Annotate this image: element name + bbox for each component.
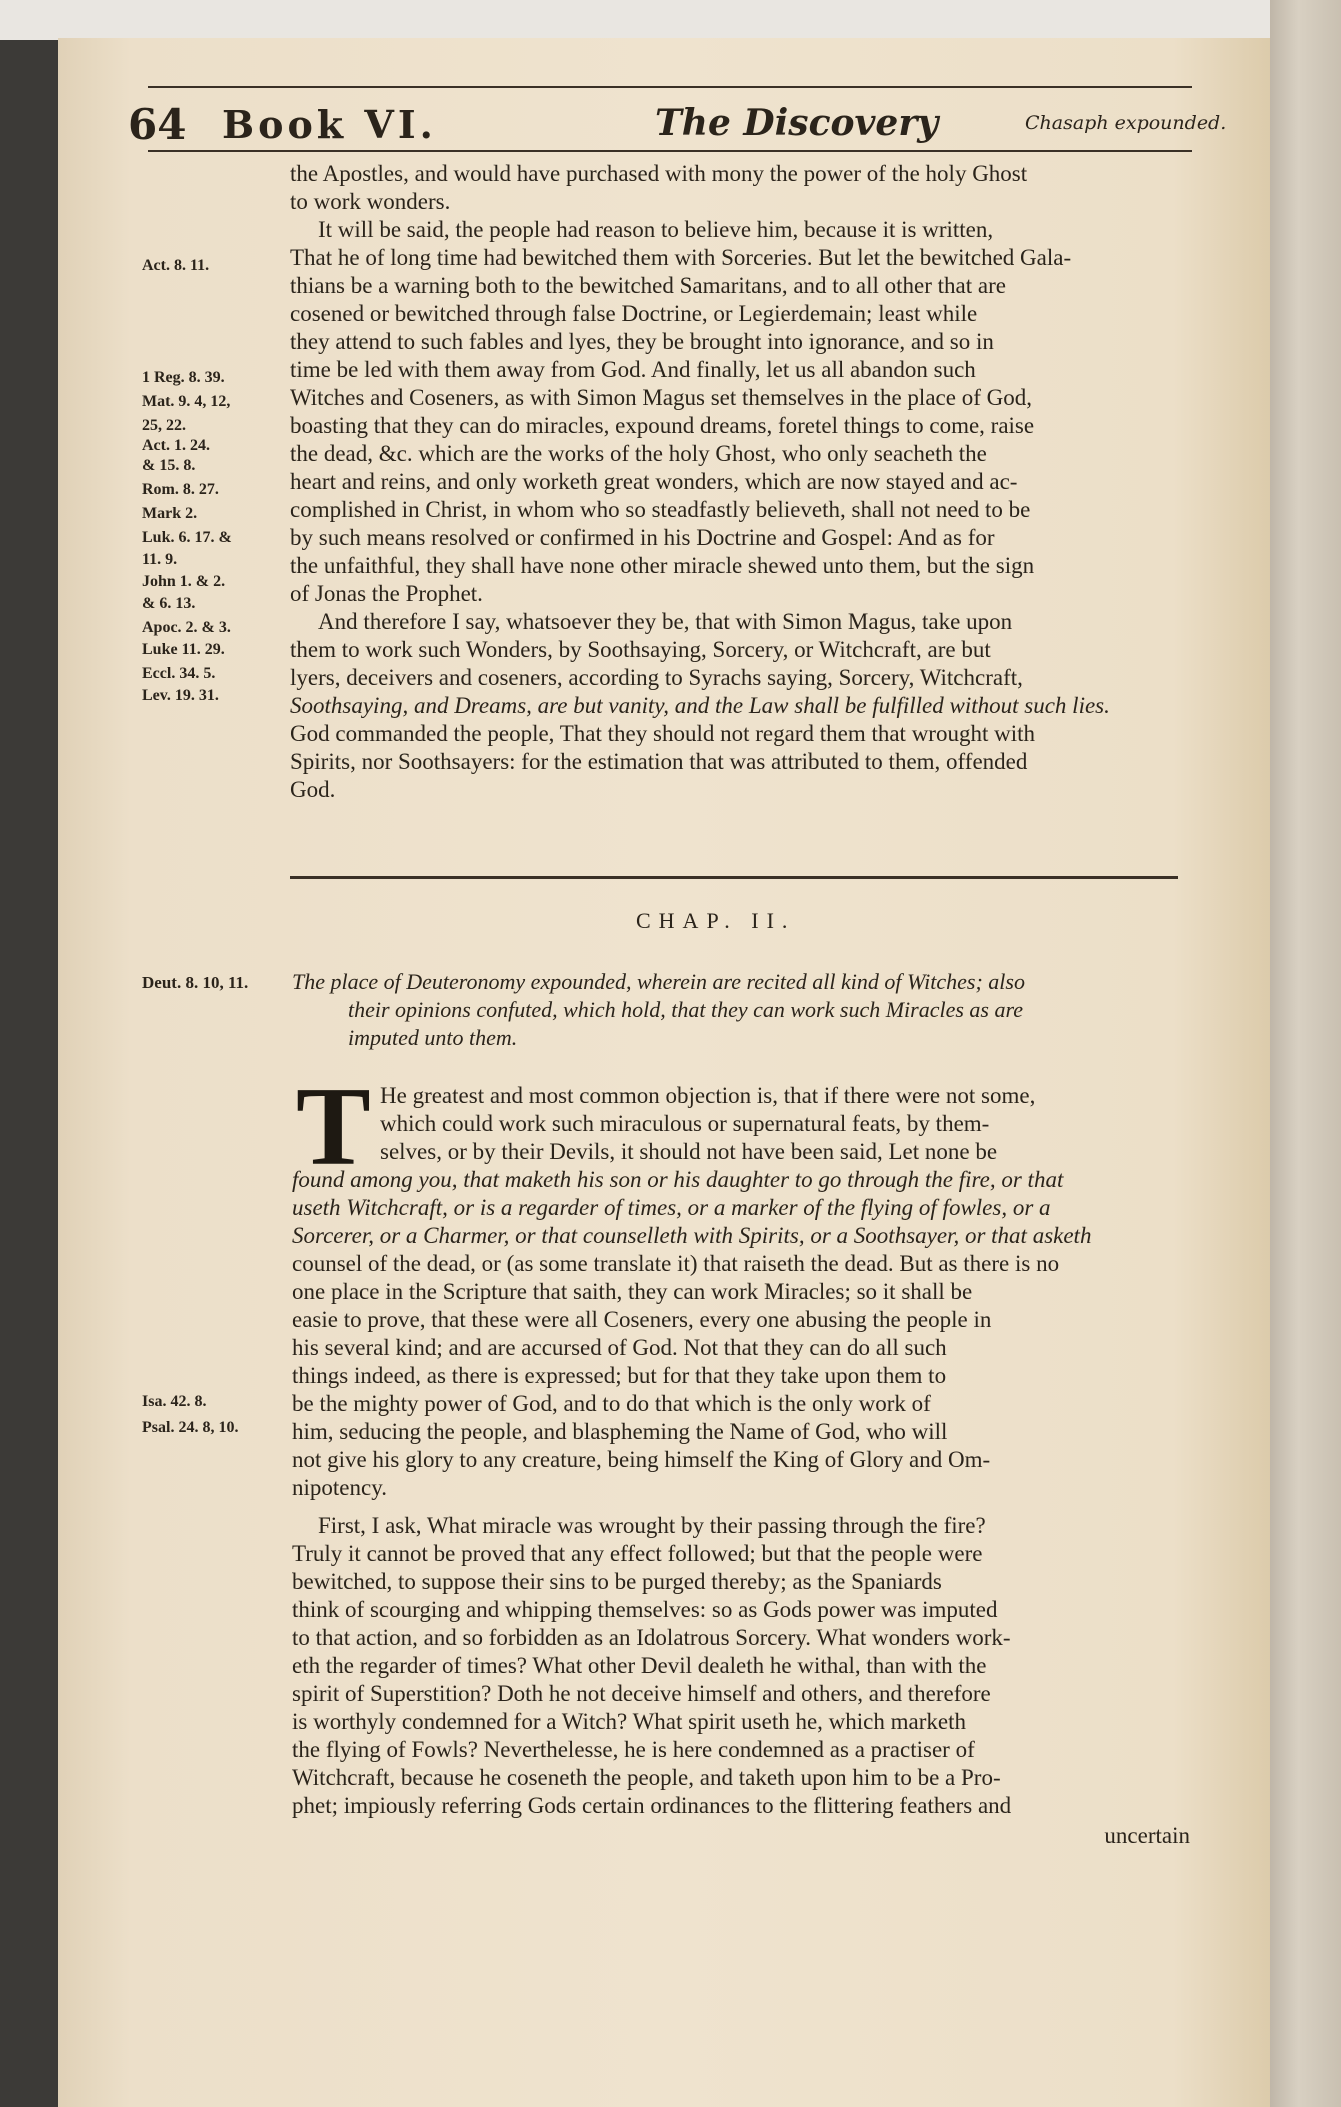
text-line: cosened or bewitched through false Doctrine, or Legierdemain; least while — [290, 301, 978, 326]
book-number: Book VI. — [222, 102, 437, 147]
text-line: complished in Christ, in whom who so steadfastly believeth, shall not need to be — [290, 497, 1031, 522]
header-top-rule — [148, 86, 1192, 88]
catchword: uncertain — [1104, 1823, 1190, 1848]
margin-note: 1 Reg. 8. 39. — [142, 369, 225, 386]
text-line: God commanded the people, That they should not regard them that wrought with — [290, 721, 1035, 746]
text-line: the unfaithful, they shall have none other miracle shewed unto them, but the sign — [290, 553, 1035, 578]
text-line: one place in the Scripture that saith, they can work Miracles; so it shall be — [292, 1279, 973, 1304]
text-line: by such means resolved or confirmed in his Doctrine and Gospel: And as for — [290, 525, 995, 550]
margin-note: & 6. 13. — [142, 595, 196, 612]
text-line: think of scourging and whipping themselves: so as Gods power was imputed — [292, 1597, 998, 1622]
text-line: them to work such Wonders, by Soothsaying, Sorcery, or Witchcraft, are but — [290, 637, 991, 662]
text-line: Witches and Coseners, as with Simon Magus set themselves in the place of God, — [290, 385, 1032, 410]
text-line: eth the regarder of times? What other Devil dealeth he withal, than with the — [292, 1653, 987, 1678]
margin-note: & 15. 8. — [142, 457, 196, 474]
text-line: First, I ask, What miracle was wrought by their passing through the fire? — [318, 1513, 986, 1538]
margin-note: 11. 9. — [142, 551, 178, 568]
text-line: which could work such miraculous or supernatural feats, by them- — [380, 1111, 990, 1136]
text-line: Spirits, nor Soothsayers: for the estimation that was attributed to them, offended — [290, 749, 1028, 774]
text-line: That he of long time had bewitched them with Sorceries. But let the bewitched Gala- — [290, 245, 1072, 270]
header-bottom-rule — [148, 150, 1192, 152]
text-line: the dead, &c. which are the works of the holy Ghost, who only seacheth the — [290, 441, 987, 466]
section-heading: Chasaph expounded. — [1025, 112, 1227, 134]
text-line: Truly it cannot be proved that any effect followed; but that the people were — [292, 1541, 983, 1566]
text-line: things indeed, as there is expressed; but for that they take upon them to — [292, 1363, 947, 1388]
text-line: spirit of Superstition? Doth he not deceive himself and others, and therefore — [292, 1681, 991, 1706]
text-line: be the mighty power of God, and to do that which is the only work of — [292, 1391, 931, 1416]
margin-note: John 1. & 2. — [142, 573, 226, 590]
margin-note: Act. 1. 24. — [142, 437, 210, 454]
chapter-margin-ref: Deut. 8. 10, 11. — [142, 973, 249, 992]
drop-cap: T — [296, 1065, 371, 1189]
text-line: him, seducing the people, and blaspheming the Name of God, who will — [292, 1419, 948, 1444]
argument-line: their opinions confuted, which hold, that they can work such Miracles as are — [348, 997, 1023, 1022]
chapter-title: CHAP. II. — [636, 908, 796, 933]
running-title: The Discovery — [655, 102, 939, 144]
argument-line: imputed unto them. — [348, 1025, 518, 1050]
text-line: bewitched, to suppose their sins to be purged thereby; as the Spaniards — [292, 1569, 942, 1594]
margin-note: Isa. 42. 8. — [142, 1393, 207, 1410]
scan-top-edge — [0, 0, 1341, 40]
margin-note: Psal. 24. 8, 10. — [142, 1419, 239, 1436]
text-line: selves, or by their Devils, it should not have been said, Let none be — [380, 1139, 998, 1164]
text-line: useth Witchcraft, or is a regarder of times, or a marker of the flying of fowles, or a — [292, 1195, 1051, 1220]
adjacent-page-edge — [1270, 0, 1341, 2107]
margin-note: Rom. 8. 27. — [142, 481, 219, 498]
text-line: boasting that they can do miracles, expound dreams, foretel things to come, raise — [290, 413, 1035, 438]
text-line: nipotency. — [292, 1475, 387, 1500]
text-line: time be led with them away from God. And finally, let us all abandon such — [290, 357, 976, 382]
text-line: Witchcraft, because he coseneth the people, and taketh upon him to be a Pro- — [292, 1765, 1001, 1790]
text-line: easie to prove, that these were all Coseners, every one abusing the people in — [292, 1307, 992, 1332]
margin-note: Eccl. 34. 5. — [142, 665, 216, 682]
margin-note: Luke 11. 29. — [142, 641, 225, 658]
text-line: they attend to such fables and lyes, they be brought into ignorance, and so in — [290, 329, 994, 354]
margin-note: 25, 22. — [142, 417, 186, 434]
text-line: He greatest and most common objection is, that if there were not some, — [380, 1083, 1036, 1108]
margin-note: Mark 2. — [142, 505, 198, 522]
argument-line: The place of Deuteronomy expounded, wherein are recited all kind of Witches; also — [292, 969, 1025, 994]
text-line: heart and reins, and only worketh great wonders, which are now stayed and ac- — [290, 469, 1018, 494]
text-line: And therefore I say, whatsoever they be, that with Simon Magus, take upon — [318, 609, 1013, 634]
text-line: is worthyly condemned for a Witch? What spirit useth he, which marketh — [292, 1709, 966, 1734]
text-line: It will be said, the people had reason to believe him, because it is written, — [318, 217, 994, 242]
text-line: his several kind; and are accursed of God. Not that they can do all such — [292, 1335, 947, 1360]
margin-note: Luk. 6. 17. & — [142, 529, 232, 546]
text-line: not give his glory to any creature, being himself the King of Glory and Om- — [292, 1447, 991, 1472]
margin-note: Lev. 19. 31. — [142, 687, 219, 704]
text-line: God. — [290, 777, 336, 802]
text-line: to that action, and so forbidden as an Idolatrous Sorcery. What wonders work- — [292, 1625, 1011, 1650]
text-line: thians be a warning both to the bewitched Samaritans, and to all other that are — [290, 273, 1006, 298]
text-line: phet; impiously referring Gods certain ordinances to the flittering feathers and — [292, 1793, 1012, 1818]
text-line: lyers, deceivers and coseners, according to Syrachs saying, Sorcery, Witchcraft, — [290, 665, 1023, 690]
text-line: the flying of Fowls? Neverthelesse, he is here condemned as a practiser of — [292, 1737, 975, 1762]
margin-note: Apoc. 2. & 3. — [142, 619, 231, 636]
margin-note: Act. 8. 11. — [142, 257, 210, 274]
chapter-rule — [290, 876, 1178, 879]
text-line: to work wonders. — [290, 189, 451, 214]
margin-note: Mat. 9. 4, 12, — [142, 393, 231, 410]
text-line: the Apostles, and would have purchased with mony the power of the holy Ghost — [290, 161, 1028, 186]
page-number: 64 — [128, 100, 187, 149]
text-line: Sorcerer, or a Charmer, or that counselleth with Spirits, or a Soothsayer, or that asketh — [292, 1223, 1092, 1248]
text-line: found among you, that maketh his son or his daughter to go through the fire, or that — [292, 1167, 1064, 1192]
text-line: counsel of the dead, or (as some translate it) that raiseth the dead. But as there is no — [292, 1251, 1060, 1276]
text-line: Soothsaying, and Dreams, are but vanity, and the Law shall be fulfilled without such lies. — [290, 693, 1110, 718]
text-line: of Jonas the Prophet. — [290, 581, 483, 606]
